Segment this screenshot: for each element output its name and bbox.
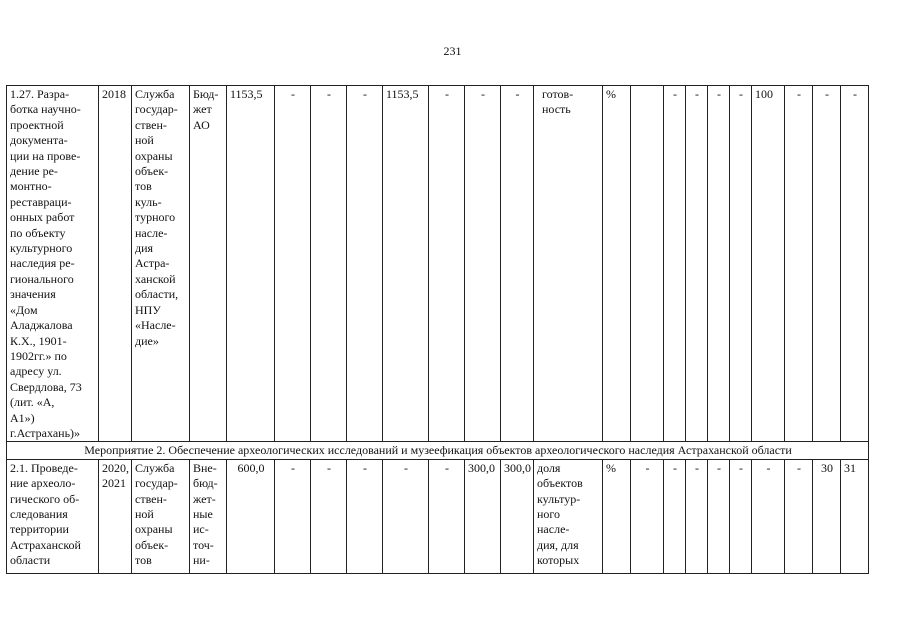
amount-cell: -: [311, 86, 347, 442]
funding-source-cell: Бюд- жет АО: [190, 86, 227, 442]
funding-source-cell: Вне- бюд- жет- ные ис- точ- ни-: [190, 459, 227, 573]
activity-name-cell: 2.1. Проведе- ние археоло- гического об- следования территории Астраханской области: [7, 459, 99, 573]
indicator-cell: доля объектов культур- ного насле- дия, для которых: [534, 459, 603, 573]
amount-cell: -: [275, 459, 311, 573]
value-cell: -: [730, 459, 752, 573]
unit-cell: %: [603, 86, 631, 442]
value-cell: 31: [841, 459, 869, 573]
year-cell: 2020, 2021: [99, 459, 132, 573]
year-cell: 2018: [99, 86, 132, 442]
indicator-cell: готов- ность: [534, 86, 603, 442]
value-cell: 30: [813, 459, 841, 573]
value-cell: -: [686, 459, 708, 573]
amount-cell: -: [275, 86, 311, 442]
unit-cell: %: [603, 459, 631, 573]
value-cell: 100: [752, 86, 785, 442]
amount-cell: 1153,5: [383, 86, 429, 442]
value-cell: -: [841, 86, 869, 442]
amount-cell: -: [429, 459, 465, 573]
value-cell: -: [664, 459, 686, 573]
value-cell: -: [708, 459, 730, 573]
executor-cell: Служба государ- ствен- ной охраны объек- тов куль- турного насле- дия Астра- ханской области, НПУ «Насле- дие»: [132, 86, 190, 442]
total-cell: 600,0: [227, 459, 275, 573]
amount-cell: -: [347, 459, 383, 573]
table-row: [7, 86, 869, 442]
amount-cell: -: [347, 86, 383, 442]
amount-cell: 300,0: [501, 459, 534, 573]
section-row: [7, 442, 869, 459]
value-cell: -: [730, 86, 752, 442]
total-cell: 1153,5: [227, 86, 275, 442]
program-table: [6, 85, 869, 574]
amount-cell: -: [311, 459, 347, 573]
value-cell: -: [813, 86, 841, 442]
amount-cell: -: [429, 86, 465, 442]
executor-cell: Служба государ- ствен- ной охраны объек- тов: [132, 459, 190, 573]
value-cell: -: [752, 459, 785, 573]
amount-cell: -: [383, 459, 429, 573]
table-row: [7, 459, 869, 573]
value-cell: [631, 86, 664, 442]
page-number: 231: [443, 44, 462, 58]
value-cell: -: [708, 86, 730, 442]
value-cell: -: [785, 86, 813, 442]
value-cell: -: [686, 86, 708, 442]
amount-cell: -: [501, 86, 534, 442]
value-cell: -: [785, 459, 813, 573]
amount-cell: -: [465, 86, 501, 442]
amount-cell: 300,0: [465, 459, 501, 573]
value-cell: -: [664, 86, 686, 442]
section-title: Мероприятие 2. Обеспечение археологических исследований и музеефикация объектов археологического наследия Астраханской области: [7, 442, 869, 459]
activity-name-cell: 1.27. Разра- ботка научно- проектной документа- ции на прове- дение ре- монтно- реставраци- онных работ по объекту культурного наследия ре- гионального значения «Дом Аладжалова К.Х., 1901- 1902гг.» по адресу ул. Свердлова, 73 (лит. «А, А1») г.Астрахань)»: [7, 86, 99, 442]
value-cell: -: [631, 459, 664, 573]
